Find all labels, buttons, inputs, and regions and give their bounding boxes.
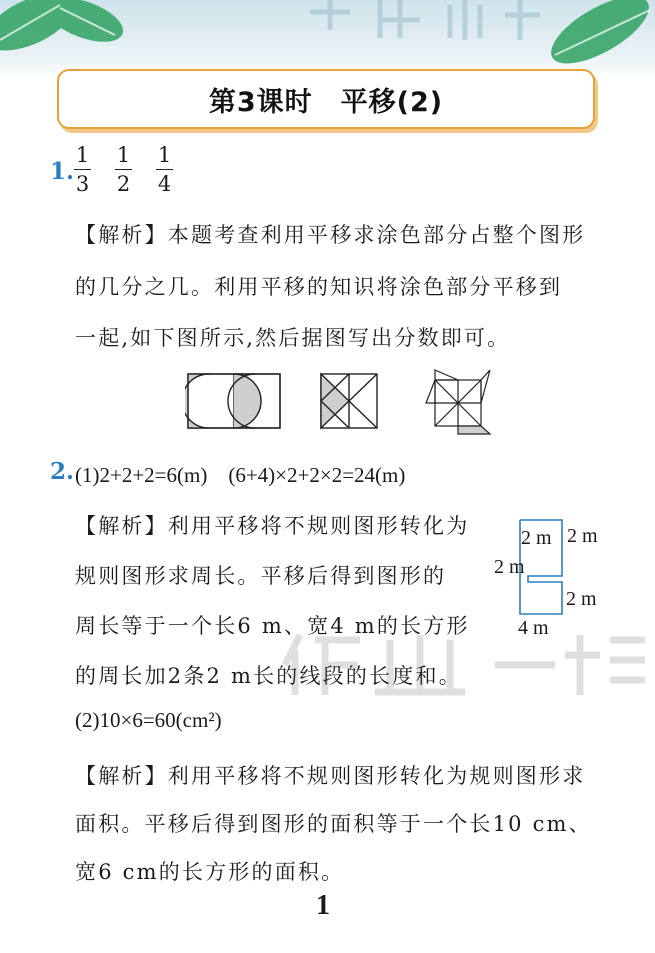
page-number: 1 [316, 890, 330, 921]
fraction-3-denominator: 4 [157, 172, 172, 196]
q1-analysis-line-2: 的几分之几。利用平移的知识将涂色部分平移到 [75, 275, 563, 299]
fraction-3 [156, 143, 173, 196]
figure-half-circles [185, 374, 280, 428]
label-left: 2 m [494, 556, 525, 578]
q2-analysis1-line-2: 规则图形求周长。平移后得到图形的 [75, 564, 447, 588]
fraction-1 [74, 143, 91, 196]
question-2-number: 2. [50, 458, 75, 485]
fraction-3-numerator: 1 [157, 143, 172, 167]
q1-analysis-line-3: 一起,如下图所示,然后据图写出分数即可。 [75, 326, 511, 350]
watermark-icon [280, 630, 650, 700]
fraction-2-denominator: 2 [116, 172, 131, 196]
figure-triangles [321, 374, 377, 428]
label-bottom: 4 m [518, 617, 549, 639]
label-right-lower: 2 m [566, 588, 597, 610]
label-top-inner: 2 m [521, 527, 552, 549]
lesson-title: 第3课时 平移(2) [208, 86, 444, 118]
q1-figures [185, 368, 505, 436]
q2-analysis1-line-4: 的周长加2条2 m长的线段的长度和。 [75, 664, 462, 688]
q2-analysis2-line-1: 【解析】利用平移将不规则图形转化为规则图形求 [75, 764, 586, 788]
q2-part1-equation: (1)2+2+2=6(m) (6+4)×2+2×2=24(m) [75, 463, 406, 487]
fraction-2 [115, 143, 132, 196]
q2-part2-equation: (2)10×6=60(cm²) [75, 708, 222, 732]
leaf-decoration-icon [0, 0, 655, 80]
fraction-1-numerator: 1 [75, 143, 90, 167]
fraction-1-denominator: 3 [75, 172, 90, 196]
q2-analysis2-line-2: 面积。平移后得到图形的面积等于一个长10 cm、 [75, 812, 592, 836]
fraction-2-numerator: 1 [116, 143, 131, 167]
q2-analysis1-line-3: 周长等于一个长6 m、宽4 m的长方形 [75, 614, 470, 638]
header-banner [0, 0, 655, 80]
lesson-title-box [57, 69, 595, 129]
figure-pinwheel [426, 370, 490, 434]
label-top-right: 2 m [567, 525, 598, 547]
q2-analysis1-line-1: 【解析】利用平移将不规则图形转化为 [75, 514, 470, 538]
question-1-number: 1. [50, 158, 75, 185]
q2-analysis2-line-3: 宽6 cm的长方形的面积。 [75, 860, 345, 884]
q1-analysis-line-1: 【解析】本题考查利用平移求涂色部分占整个图形 [75, 223, 586, 247]
